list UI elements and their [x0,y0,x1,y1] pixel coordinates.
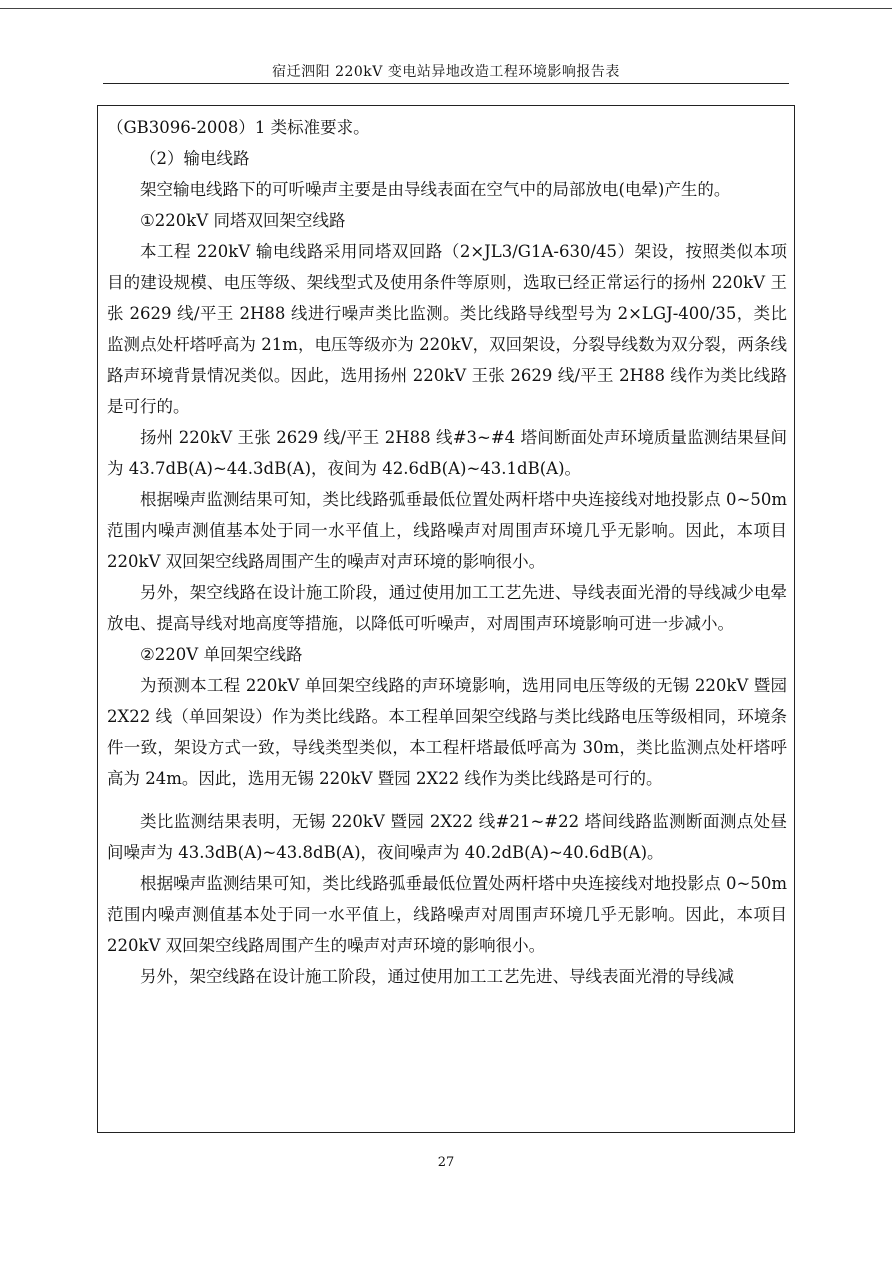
paragraph-single-circuit-mitigation: 另外，架空线路在设计施工阶段，通过使用加工工艺先进、导线表面光滑的导线减 [140,967,734,986]
subheading-double-circuit-line: ①220kV 同塔双回架空线路 [140,211,346,230]
top-edge-rule [0,8,892,9]
paragraph-yangzhou-monitoring-results: 扬州 220kV 王张 2629 线/平王 2H88 线#3~#4 塔间断面处声环境质量监测结果昼间为 43.7dB(A)~44.3dB(A)，夜间为 42.6dB(A)~43.1dB(A)。 [107,428,787,478]
report-content-box [97,105,795,1133]
paragraph-single-circuit-analogy: 为预测本工程 220kV 单回架空线路的声环境影响，选用同电压等级的无锡 220kV 暨园 2X22 线（单回架设）作为类比线路。本工程单回架空线路与类比线路电压等级相同，环境条件一致，架设方式一致，导线类型类似，本工程杆塔最低呼高为 30m，类比监测点处杆塔呼高为 24m。因此，选用无锡 220kV 暨园 2X22 线作为类比线路是可行的。 [107,676,787,788]
paragraph-wuxi-monitoring-results: 类比监测结果表明，无锡 220kV 暨园 2X22 线#21~#22 塔间线路监测断面测点处昼间噪声为 43.3dB(A)~43.8dB(A)，夜间噪声为 40.2dB(A)~40.6dB(A)。 [107,812,787,862]
paragraph-standard-continuation: （GB3096-2008）1 类标准要求。 [107,118,370,137]
paragraph-corona-noise: 架空输电线路下的可听噪声主要是由导线表面在空气中的局部放电(电晕)产生的。 [140,180,731,199]
header-divider [103,83,789,84]
paragraph-double-circuit-conclusion: 根据噪声监测结果可知，类比线路弧垂最低位置处两杆塔中央连接线对地投影点 0~50m 范围内噪声测值基本处于同一水平值上，线路噪声对周围声环境几乎无影响。因此，本项目 220kV 双回架空线路周围产生的噪声对声环境的影响很小。 [107,490,787,571]
report-body-text [107,112,787,992]
paragraph-double-circuit-mitigation: 另外，架空线路在设计施工阶段，通过使用加工工艺先进、导线表面光滑的导线减少电晕放电、提高导线对地高度等措施，以降低可听噪声，对周围声环境影响可进一步减小。 [107,583,787,633]
page-number: 27 [437,1155,455,1170]
section-heading-transmission-lines: （2）输电线路 [140,149,250,168]
paragraph-double-circuit-analogy: 本工程 220kV 输电线路采用同塔双回路（2×JL3/G1A-630/45）架设，按照类似本项目的建设规模、电压等级、架线型式及使用条件等原则，选取已经正常运行的扬州 220kV 王张 2629 线/平王 2H88 线进行噪声类比监测。类比线路导线型号为 2×LGJ-400/35，类比监测点处杆塔呼高为 21m，电压等级亦为 220kV，双回架设，分裂导线数为双分裂，两条线路声环境背景情况类似。因此，选用扬州 220kV 王张 2629 线/平王 2H88 线作为类比线路是可行的。 [107,242,787,416]
page-header-title: 宿迁泗阳 220kV 变电站异地改造工程环境影响报告表 [272,64,620,80]
paragraph-single-circuit-conclusion: 根据噪声监测结果可知，类比线路弧垂最低位置处两杆塔中央连接线对地投影点 0~50m 范围内噪声测值基本处于同一水平值上，线路噪声对周围声环境几乎无影响。因此，本项目 220kV 双回架空线路周围产生的噪声对声环境的影响很小。 [107,874,787,955]
subheading-single-circuit-line: ②220V 单回架空线路 [140,645,303,664]
